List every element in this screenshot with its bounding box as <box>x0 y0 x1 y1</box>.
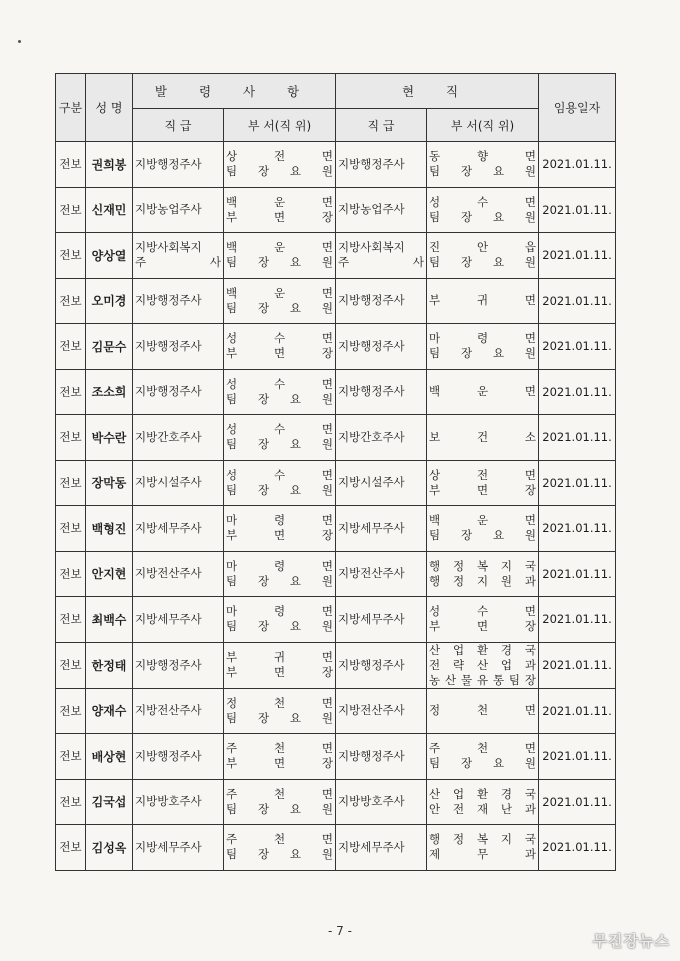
current-department-line: 팀 장 요 원 <box>429 164 537 179</box>
new-rank-line: 지방행정주사 <box>135 293 202 308</box>
current-department <box>427 551 539 597</box>
new-department-line: 백 운 면 <box>226 194 334 209</box>
new-department-line: 마 령 면 <box>226 604 334 619</box>
current-department <box>427 233 539 279</box>
new-rank-line: 지방전산주사 <box>135 566 202 581</box>
new-department-line: 성 수 면 <box>226 422 334 437</box>
new-department-line: 팀 장 요 원 <box>226 619 334 634</box>
appointment-type: 전보 <box>56 187 86 233</box>
current-department-line: 동 향 면 <box>429 149 537 164</box>
header-cur-rank: 직 급 <box>336 109 427 142</box>
new-department-line: 성 수 면 <box>226 467 334 482</box>
table-row <box>56 597 616 643</box>
appointment-type: 전보 <box>56 642 86 688</box>
appointment-type: 전보 <box>56 142 86 188</box>
new-department-line: 팀 장 요 원 <box>226 847 334 862</box>
current-department-line: 주 천 면 <box>429 741 537 756</box>
new-rank <box>133 506 224 552</box>
header-appointment: 발 령 사 항 <box>133 74 336 109</box>
current-department <box>427 278 539 324</box>
new-rank-line: 지방세무주사 <box>135 611 202 626</box>
current-rank <box>336 415 427 461</box>
current-department-line: 부 면 장 <box>429 619 537 634</box>
current-department <box>427 779 539 825</box>
current-department-line: 부 귀 면 <box>429 293 537 308</box>
appointment-type: 전보 <box>56 233 86 279</box>
current-department-line: 팀 장 요 원 <box>429 756 537 771</box>
new-rank <box>133 142 224 188</box>
new-rank-line: 지방전산주사 <box>135 703 202 718</box>
new-rank <box>133 460 224 506</box>
person-name: 양재수 <box>86 688 133 734</box>
new-rank <box>133 688 224 734</box>
new-department <box>224 142 336 188</box>
table-row <box>56 642 616 688</box>
appointment-date: 2021.01.11. <box>539 688 616 734</box>
news-watermark: 무진장뉴스 <box>592 932 670 950</box>
new-department-line: 팀 장 요 원 <box>226 164 334 179</box>
appointment-date: 2021.01.11. <box>539 642 616 688</box>
current-department-line: 팀 장 요 원 <box>429 209 537 224</box>
new-department-line: 마 령 면 <box>226 513 334 528</box>
current-department-line: 보 건 소 <box>429 429 537 444</box>
new-department-line: 팀 장 요 원 <box>226 391 334 406</box>
appointment-date: 2021.01.11. <box>539 506 616 552</box>
current-department-line: 행 정 복 지 국 <box>429 558 537 573</box>
current-department <box>427 825 539 871</box>
new-department-line: 팀 장 요 원 <box>226 300 334 315</box>
new-department <box>224 415 336 461</box>
new-department-line: 부 면 장 <box>226 756 334 771</box>
new-department <box>224 551 336 597</box>
current-rank-line: 지방행정주사 <box>338 748 405 763</box>
appointment-type: 전보 <box>56 825 86 871</box>
new-department-line: 팀 장 요 원 <box>226 437 334 452</box>
current-department-line: 안 전 재 난 과 <box>429 801 537 816</box>
person-name: 김문수 <box>86 324 133 370</box>
person-name: 오미경 <box>86 278 133 324</box>
person-name: 장막동 <box>86 460 133 506</box>
appointment-type: 전보 <box>56 597 86 643</box>
current-department <box>427 415 539 461</box>
new-department <box>224 779 336 825</box>
person-name: 조소희 <box>86 369 133 415</box>
current-rank <box>336 551 427 597</box>
current-department-line: 제 무 과 <box>429 847 537 862</box>
page-number: - 7 - <box>328 924 352 938</box>
appointment-date: 2021.01.11. <box>539 779 616 825</box>
appointment-type: 전보 <box>56 369 86 415</box>
new-rank-line: 지방농업주사 <box>135 202 202 217</box>
current-department-line: 행 정 복 지 국 <box>429 832 537 847</box>
person-name: 배상현 <box>86 734 133 780</box>
current-rank-line: 지방행정주사 <box>338 338 405 353</box>
new-department <box>224 324 336 370</box>
new-rank-line: 지방행정주사 <box>135 748 202 763</box>
current-rank <box>336 642 427 688</box>
current-department <box>427 369 539 415</box>
current-rank <box>336 233 427 279</box>
table-row <box>56 734 616 780</box>
current-rank <box>336 734 427 780</box>
table-row <box>56 278 616 324</box>
appointment-type: 전보 <box>56 506 86 552</box>
appointment-date: 2021.01.11. <box>539 825 616 871</box>
new-department <box>224 369 336 415</box>
table-row <box>56 551 616 597</box>
current-department <box>427 688 539 734</box>
current-rank-line: 지방간호주사 <box>338 429 405 444</box>
new-rank <box>133 369 224 415</box>
current-rank <box>336 825 427 871</box>
current-department-line: 성 수 면 <box>429 604 537 619</box>
table-row <box>56 825 616 871</box>
new-rank-line: 지방세무주사 <box>135 520 202 535</box>
appointment-type: 전보 <box>56 324 86 370</box>
scan-dot <box>18 40 21 43</box>
current-rank-line: 지방전산주사 <box>338 703 405 718</box>
current-department <box>427 642 539 688</box>
appointment-date: 2021.01.11. <box>539 142 616 188</box>
table-row <box>56 779 616 825</box>
current-department-line: 부 면 장 <box>429 482 537 497</box>
appointment-date: 2021.01.11. <box>539 597 616 643</box>
appointment-type: 전보 <box>56 551 86 597</box>
current-department <box>427 324 539 370</box>
current-rank-line: 지방시설주사 <box>338 475 405 490</box>
current-rank-line: 주 사 <box>338 255 425 270</box>
new-rank <box>133 233 224 279</box>
appointment-date: 2021.01.11. <box>539 324 616 370</box>
new-department-line: 팀 장 요 원 <box>226 573 334 588</box>
new-department-line: 마 령 면 <box>226 558 334 573</box>
table-row <box>56 688 616 734</box>
new-rank-line: 지방행정주사 <box>135 384 202 399</box>
new-department <box>224 642 336 688</box>
person-name: 박수란 <box>86 415 133 461</box>
current-rank <box>336 779 427 825</box>
current-rank-line: 지방방호주사 <box>338 794 405 809</box>
new-department-line: 부 면 장 <box>226 209 334 224</box>
current-department-line: 진 안 읍 <box>429 240 537 255</box>
current-rank <box>336 142 427 188</box>
new-rank-line: 지방행정주사 <box>135 338 202 353</box>
header-new-dept: 부 서(직 위) <box>224 109 336 142</box>
person-name: 백형진 <box>86 506 133 552</box>
table-row <box>56 506 616 552</box>
person-name: 양상열 <box>86 233 133 279</box>
new-rank-line: 지방간호주사 <box>135 429 202 444</box>
person-name: 신재민 <box>86 187 133 233</box>
appointment-date: 2021.01.11. <box>539 734 616 780</box>
current-rank <box>336 369 427 415</box>
appointment-date: 2021.01.11. <box>539 460 616 506</box>
new-department <box>224 460 336 506</box>
appointment-date: 2021.01.11. <box>539 233 616 279</box>
current-rank-line: 지방행정주사 <box>338 657 405 672</box>
new-department-line: 성 수 면 <box>226 331 334 346</box>
new-rank <box>133 278 224 324</box>
appointment-type: 전보 <box>56 688 86 734</box>
current-department-line: 백 운 면 <box>429 513 537 528</box>
header-name: 성 명 <box>86 74 133 142</box>
current-department <box>427 506 539 552</box>
current-department <box>427 734 539 780</box>
current-department-line: 행 정 지 원 과 <box>429 573 537 588</box>
current-department-line: 팀 장 요 원 <box>429 346 537 361</box>
current-department-line: 팀 장 요 원 <box>429 528 537 543</box>
current-department <box>427 597 539 643</box>
new-department-line: 주 천 면 <box>226 741 334 756</box>
new-rank <box>133 415 224 461</box>
current-rank-line: 지방세무주사 <box>338 839 405 854</box>
appointment-date: 2021.01.11. <box>539 187 616 233</box>
appointment-type: 전보 <box>56 460 86 506</box>
new-department-line: 주 천 면 <box>226 786 334 801</box>
new-department <box>224 278 336 324</box>
new-rank <box>133 597 224 643</box>
new-department-line: 부 면 장 <box>226 346 334 361</box>
table-body <box>56 142 616 871</box>
header-cur-dept: 부 서(직 위) <box>427 109 539 142</box>
new-department-line: 상 전 면 <box>226 149 334 164</box>
current-rank <box>336 324 427 370</box>
current-rank-line: 지방행정주사 <box>338 384 405 399</box>
new-department-line: 부 면 장 <box>226 528 334 543</box>
new-department-line: 주 천 면 <box>226 832 334 847</box>
new-rank-line: 지방시설주사 <box>135 475 202 490</box>
header-date: 임용일자 <box>539 74 616 142</box>
current-rank <box>336 278 427 324</box>
person-name: 안지현 <box>86 551 133 597</box>
new-department <box>224 233 336 279</box>
current-department-line: 상 전 면 <box>429 467 537 482</box>
current-rank <box>336 506 427 552</box>
new-rank <box>133 825 224 871</box>
current-department-line: 농 산 물 유 통 팀 장 <box>429 672 537 687</box>
person-name: 권희봉 <box>86 142 133 188</box>
new-department <box>224 688 336 734</box>
new-rank-line: 지방세무주사 <box>135 839 202 854</box>
new-rank <box>133 779 224 825</box>
new-department <box>224 734 336 780</box>
new-department-line: 팀 장 요 원 <box>226 482 334 497</box>
appointment-type: 전보 <box>56 415 86 461</box>
person-name: 김성옥 <box>86 825 133 871</box>
new-department <box>224 597 336 643</box>
current-department-line: 백 운 면 <box>429 384 537 399</box>
current-rank-line: 지방행정주사 <box>338 156 405 171</box>
person-name: 한정태 <box>86 642 133 688</box>
current-rank-line: 지방사회복지 <box>338 240 405 255</box>
current-department-line: 정 천 면 <box>429 703 537 718</box>
new-rank-line: 지방행정주사 <box>135 156 202 171</box>
current-department-line: 팀 장 요 원 <box>429 255 537 270</box>
current-department-line: 산 업 환 경 국 <box>429 642 537 657</box>
new-rank-line: 지방행정주사 <box>135 657 202 672</box>
current-rank-line: 지방농업주사 <box>338 202 405 217</box>
appointment-date: 2021.01.11. <box>539 369 616 415</box>
new-rank-line: 지방방호주사 <box>135 794 202 809</box>
current-department-line: 전 략 산 업 과 <box>429 657 537 672</box>
header-current: 현 직 <box>336 74 539 109</box>
new-department-line: 정 천 면 <box>226 695 334 710</box>
new-department <box>224 825 336 871</box>
current-rank-line: 지방세무주사 <box>338 520 405 535</box>
current-department <box>427 142 539 188</box>
appointment-type: 전보 <box>56 779 86 825</box>
appointment-date: 2021.01.11. <box>539 278 616 324</box>
appointment-date: 2021.01.11. <box>539 415 616 461</box>
new-department <box>224 187 336 233</box>
appointment-type: 전보 <box>56 734 86 780</box>
new-rank-line: 지방사회복지 <box>135 240 202 255</box>
new-rank <box>133 551 224 597</box>
new-department-line: 성 수 면 <box>226 376 334 391</box>
current-department <box>427 187 539 233</box>
new-department-line: 백 운 면 <box>226 285 334 300</box>
new-department-line: 부 귀 면 <box>226 650 334 664</box>
new-rank <box>133 734 224 780</box>
table-row <box>56 187 616 233</box>
appointment-type: 전보 <box>56 278 86 324</box>
new-department <box>224 506 336 552</box>
current-rank <box>336 187 427 233</box>
current-department-line: 산 업 환 경 국 <box>429 786 537 801</box>
new-department-line: 팀 장 요 원 <box>226 255 334 270</box>
current-rank-line: 지방행정주사 <box>338 293 405 308</box>
person-name: 최백수 <box>86 597 133 643</box>
table-row <box>56 324 616 370</box>
current-rank <box>336 460 427 506</box>
header-new-rank: 직 급 <box>133 109 224 142</box>
new-department-line: 부 면 장 <box>226 665 334 679</box>
current-rank <box>336 688 427 734</box>
new-rank <box>133 187 224 233</box>
header-type: 구분 <box>56 74 86 142</box>
table-row <box>56 142 616 188</box>
current-rank-line: 지방세무주사 <box>338 611 405 626</box>
table-row <box>56 415 616 461</box>
new-rank <box>133 642 224 688</box>
new-department-line: 백 운 면 <box>226 240 334 255</box>
current-rank-line: 지방전산주사 <box>338 566 405 581</box>
current-department <box>427 460 539 506</box>
new-department-line: 팀 장 요 원 <box>226 801 334 816</box>
new-rank-line: 주 사 <box>135 255 221 270</box>
appointment-date: 2021.01.11. <box>539 551 616 597</box>
current-department-line: 성 수 면 <box>429 194 537 209</box>
new-department-line: 팀 장 요 원 <box>226 710 334 725</box>
new-rank <box>133 324 224 370</box>
table-row <box>56 460 616 506</box>
current-department-line: 마 령 면 <box>429 331 537 346</box>
personnel-table <box>55 73 616 871</box>
table-row <box>56 233 616 279</box>
current-rank <box>336 597 427 643</box>
person-name: 김국섭 <box>86 779 133 825</box>
table-row <box>56 369 616 415</box>
